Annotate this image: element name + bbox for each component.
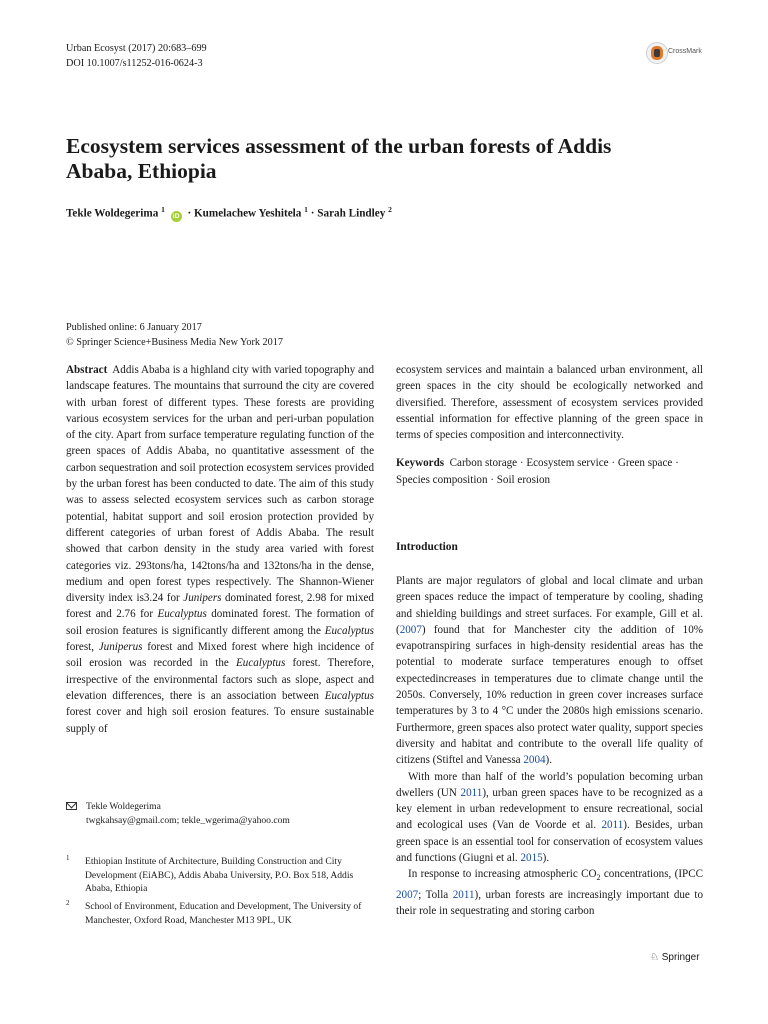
paper-title: Ecosystem services assessment of the urban forests of Addis Ababa, Ethiopia (66, 134, 612, 183)
citation-link[interactable]: 2011 (460, 786, 483, 799)
envelope-icon (66, 802, 77, 810)
abstract-text: Addis Ababa is a highland city with varied topography and landscape features. The mountains that surround the city are covered with urban forest of different types. These forests are providing various ecosystem services for the urban and peri-urban population of the city. Apart from surface temperature regulating function of the green spaces of Addis Ababa, no quantitative assessment of the carbon sequestration and soil protection ecosystem services provided by the urban forest has been conducted to date. The aim of this study was to assess selected ecosystem services such as carbon storage potential, habitat support and soil erosion protection provided by different categories of urban forest of Addis Ababa. The result showed that carbon density in the study area varied with forest categories viz. 293tons/ha, 142tons/ha and 132tons/ha in the dense, medium and open forest types respectively. The Shannon-Wiener diversity index is3.24 for (66, 364, 374, 605)
species-name: Eucalyptus (324, 624, 374, 637)
author-affiliation-mark: 1 (161, 205, 165, 214)
citation-link[interactable]: 2011 (601, 819, 624, 832)
intro-paragraph (396, 866, 703, 919)
springer-horse-icon: ♘ (650, 952, 659, 963)
intro-text: ). (545, 754, 552, 767)
intro-text: In response to increasing atmospheric CO (408, 868, 597, 881)
crossmark-label: CrossMark (668, 48, 702, 55)
citation-link[interactable]: 2015 (520, 852, 543, 865)
author-affiliation-mark: 1 (304, 205, 308, 214)
abstract-text: dominated forest. The formation of soil erosion features is significantly different among the (66, 608, 374, 637)
abstract-paragraph (66, 362, 374, 737)
publication-info (66, 320, 283, 350)
citation-link[interactable]: 2007 (399, 623, 422, 636)
intro-text: With more than half of the world’s population becoming urban dwellers (UN (396, 770, 703, 799)
abstract-text: forest cover and high soil erosion features. To ensure sustainable supply of (66, 706, 374, 735)
abstract-text: forest, (66, 641, 95, 654)
affiliation-text: School of Environment, Education and Development, The University of Manchester, Oxford Road, Manchester M13 9PL, UK (85, 901, 362, 926)
citation-link[interactable]: 2011 (452, 888, 475, 901)
publisher-name: Springer (661, 952, 700, 963)
citation-link[interactable]: 2004 (523, 754, 546, 767)
species-name: Juniperus (98, 641, 143, 654)
intro-text: concentrations, (IPCC (600, 868, 703, 881)
journal-header (66, 41, 207, 71)
affiliation-number: 1 (66, 854, 70, 862)
journal-line: Urban Ecosyst (2017) 20:683–699 (66, 43, 207, 54)
species-name: Junipers (183, 592, 222, 605)
citation-link[interactable]: 2007 (396, 888, 419, 901)
doi-line: DOI 10.1007/s11252-016-0624-3 (66, 58, 203, 69)
author-name: Sarah Lindley (317, 207, 386, 220)
springer-logo (650, 952, 700, 963)
author-separator: · (310, 207, 315, 220)
keywords-text: Carbon storage · Ecosystem service · Green space · Species composition · Soil erosion (396, 457, 679, 486)
intro-text: ). (542, 852, 550, 865)
intro-text: Plants are major regulators of global and local climate and urban green spaces reduce the impact of temperature by cooling, shading and shielding buildings and street surfaces. For example, Gill et al. ( (396, 575, 703, 636)
intro-text: ), urban forests are increasingly important due to their role in sequestrating and storing carbon (396, 888, 703, 918)
correspondence-block (66, 800, 374, 828)
intro-paragraph (396, 769, 703, 867)
crossmark-logo[interactable] (646, 42, 706, 64)
author-separator: · (187, 207, 192, 220)
keywords-paragraph (396, 455, 703, 488)
correspondence-name: Tekle Woldegerima (86, 801, 161, 812)
copyright-line: © Springer Science+Business Media New York 2017 (66, 337, 283, 348)
author-affiliation-mark: 2 (388, 205, 392, 214)
orcid-icon[interactable]: iD (171, 211, 182, 222)
author-name: Tekle Woldegerima (66, 207, 159, 220)
abstract-text: forest. Therefore, irrespective of the environmental factors such as slope, aspect and elevation differences, there is an association between (66, 657, 374, 702)
abstract-label: Abstract (66, 364, 108, 376)
species-name: Eucalyptus (236, 657, 286, 670)
abstract-left-column (66, 362, 374, 737)
affiliation-text: Ethiopian Institute of Architecture, Building Construction and City Development (EiABC), Addis Ababa University, P.O. Box 518, Addis Ababa, Ethiopia (85, 856, 354, 895)
intro-text: ; Tolla (418, 888, 453, 901)
intro-text: ). Besides, urban green space is an essential tool for conservation of ecosystem values and functions (Giugni et al. (396, 819, 703, 865)
abstract-continuation: ecosystem services and maintain a balanced urban environment, all green spaces in the city should be ecologically networked and diversified. Therefore, assessment of ecosystem services provided essential information for effective planning of the green space in terms of species composition and interconnectivity. (396, 364, 703, 442)
intro-text: ) found that for Manchester city the addition of 10% evapotranspiring surfaces in high-density residential areas has the potential to moderate surface temperatures enough to offset expectedincreases in temperatures due to climate change until the 2050s. Conversely, 10% reduction in green cover increases surface temperatures by 3 to 4 °C under the 2080s high emissions scenario. Furthermore, green spaces also protect water quality, support species diversity and habitat and contribute to the overall life quality of citizens (Stiftel and Vanessa (396, 623, 703, 767)
correspondence-email[interactable]: twgkahsay@gmail.com; tekle_wgerima@yahoo.com (86, 815, 290, 826)
keywords-label: Keywords (396, 457, 445, 470)
species-name: Eucalyptus (324, 689, 374, 702)
affiliation-number: 2 (66, 899, 70, 907)
author-list (66, 205, 686, 222)
abstract-right-column (396, 362, 703, 488)
subscript: 2 (596, 873, 601, 883)
intro-text: ), urban green spaces have to be recognized as a key element in urban redevelopment to ensure recreational, social and ecological uses (Van de Voorde et al. (396, 786, 703, 832)
published-date: Published online: 6 January 2017 (66, 322, 202, 333)
intro-paragraph (396, 573, 703, 769)
section-heading-introduction: Introduction (396, 541, 458, 553)
crossmark-icon (646, 42, 668, 64)
abstract-text: dominated forest, 2.98 for mixed forest and 2.76 for (66, 592, 374, 621)
author-name: Kumelachew Yeshitela (193, 207, 302, 220)
introduction-body (396, 573, 703, 919)
abstract-text: forest and Mixed forest where high incidence of soil erosion was recorded in the (66, 641, 374, 670)
species-name: Eucalyptus (157, 608, 207, 621)
